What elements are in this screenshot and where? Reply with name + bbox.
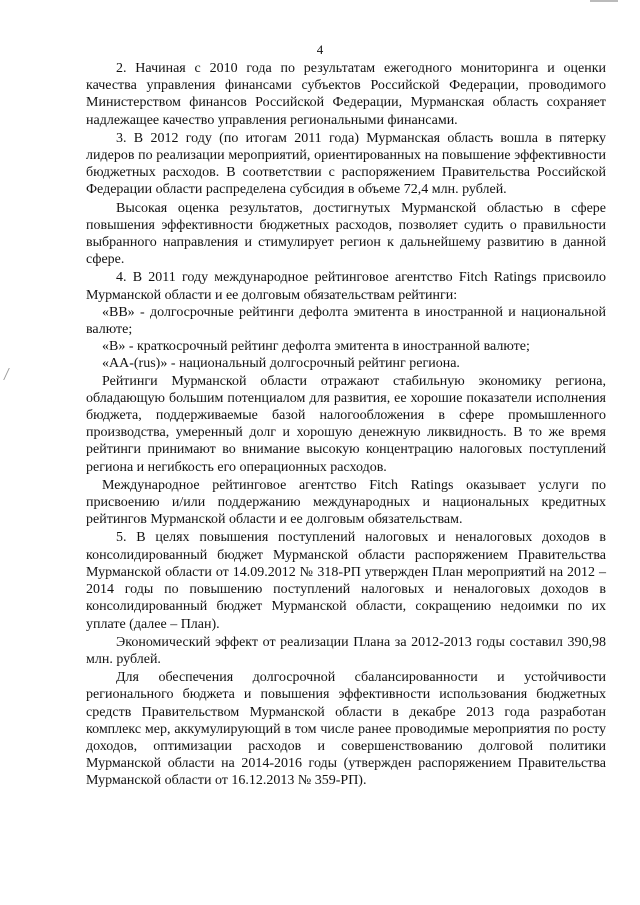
paragraph-ratings-reflect: Рейтинги Мурманской области отражают стабильную экономику региона, обладающую большим потенциалом для развития, ее хорошие показатели исполнения бюджета, поддерживаемые базой налогообложения в сфере промышленного производства, умеренный долг и хорошую денежную ликвидность. В то же время рейтинги принимают во внимание высокую концентрацию налоговых поступлений региона и негибкость его операционных расходов. bbox=[86, 373, 606, 475]
document-body bbox=[86, 60, 606, 790]
paragraph-high-assessment: Высокая оценка результатов, достигнутых Мурманской областью в сфере повышения эффективности бюджетных расходов, позволяет судить о правильности выбранного направления и стимулирует регион к дальнейшему развитию в данной сфере. bbox=[86, 200, 606, 268]
page-number: 4 bbox=[316, 42, 324, 57]
paragraph-balance-measures: Для обеспечения долгосрочной сбалансированности и устойчивости регионального бюджета и повышения эффективности использования бюджетных средств Правительством Мурманской области в декабре 2013 года разработан комплекс мер, аккумулирующий в том числе ранее проводимые мероприятия по росту доходов, оптимизации расходов и совершенствованию долговой политики Мурманской области на 2014-2016 годы (утвержден распоряжением Правительства Мурманской области от 16.12.2013 № 359-РП). bbox=[86, 670, 606, 789]
rating-item-aa-rus: «AA-(rus)» - национальный долгосрочный рейтинг региона. bbox=[102, 356, 460, 372]
scan-artifact-edge bbox=[3, 368, 18, 380]
scan-artifact-top bbox=[590, 0, 618, 2]
paragraph-fitch-services: Международное рейтинговое агентство Fitch Ratings оказывает услуги по присвоению и/или поддержанию международных и национальных кредитных рейтингов Мурманской области и ее долговым обязательствам. bbox=[86, 477, 606, 528]
rating-item-bb: «BB» - долгосрочные рейтинги дефолта эмитента в иностранной и национальной валюте; bbox=[86, 304, 606, 338]
paragraph-economic-effect: Экономический эффект от реализации Плана за 2012-2013 годы составил 390,98 млн. рублей. bbox=[86, 634, 606, 667]
paragraph-fitch-ratings: 4. В 2011 году международное рейтинговое агентство Fitch Ratings присвоило Мурманской области и ее долговым обязательствам рейтинги: bbox=[86, 270, 606, 303]
paragraph-monitoring: 2. Начиная с 2010 года по результатам ежегодного мониторинга и оценки качества управления финансами субъектов Российской Федерации, проводимого Министерством финансов Российской Федерации, Мурманская область сохраняет надлежащее качество управления региональными финансами. bbox=[86, 61, 606, 128]
paragraph-revenue-plan: 5. В целях повышения поступлений налоговых и неналоговых доходов в консолидированный бюджет Мурманской области распоряжением Правительства Мурманской области от 14.09.2012 № 318-РП утвержден План мероприятий на 2012 – 2014 годы по повышению поступлений налоговых и неналоговых доходов в консолидированный бюджет Мурманской области, сокращению недоимки по их уплате (далее – План). bbox=[86, 530, 606, 632]
paragraph-top-five: 3. В 2012 году (по итогам 2011 года) Мурманская область вошла в пятерку лидеров по реализации мероприятий, ориентированных на повышение эффективности бюджетных расходов. В соответствии с распоряжением Правительства Российской Федерации области распределена субсидия в объеме 72,4 млн. рублей. bbox=[86, 130, 606, 198]
rating-item-b: «B» - краткосрочный рейтинг дефолта эмитента в иностранной валюте; bbox=[102, 339, 530, 355]
